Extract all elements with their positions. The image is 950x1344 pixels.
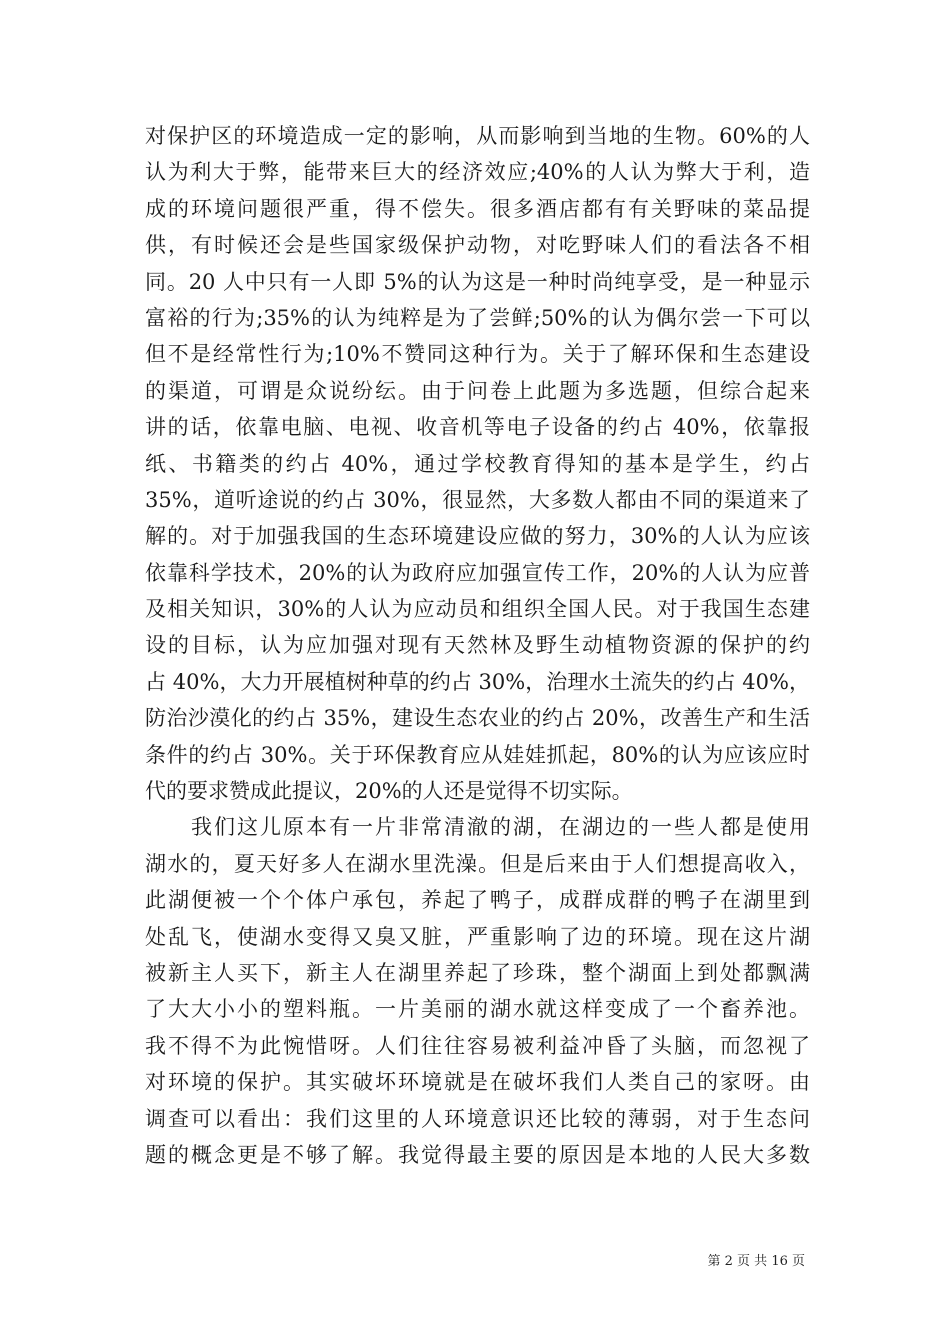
text-line: 35%，道听途说的约占 30%，很显然，大多数人都由不同的渠道来了: [145, 487, 810, 512]
page-number-footer: 第 2 页 共 16 页: [707, 1254, 805, 1269]
text-line: 同。20 人中只有一人即 5%的认为这是一种时尚纯享受，是一种显示: [145, 269, 810, 294]
text-line: 了大大小小的塑料瓶。一片美丽的湖水就这样变成了一个畜养池。: [145, 997, 810, 1022]
text-line: 成的环境问题很严重，得不偿失。很多酒店都有有关野味的菜品提: [145, 196, 810, 221]
text-line: 我不得不为此惋惜呀。人们往往容易被利益冲昏了头脑，而忽视了: [145, 1033, 810, 1058]
text-line: 占 40%，大力开展植树种草的约占 30%，治理水土流失的约占 40%，: [145, 669, 810, 694]
text-line: 讲的话，依靠电脑、电视、收音机等电子设备的约占 40%，依靠报: [145, 415, 810, 440]
text-line: 条件的约占 30%。关于环保教育应从娃娃抓起，80%的认为应该应时: [145, 742, 810, 767]
text-line: 供，有时候还会是些国家级保护动物，对吃野味人们的看法各不相: [145, 233, 810, 258]
body-text: [145, 118, 810, 1173]
text-line: 题的概念更是不够了解。我觉得最主要的原因是本地的人民大多数: [145, 1142, 810, 1167]
text-line: 认为利大于弊，能带来巨大的经济效应;40%的人认为弊大于利，造: [145, 160, 810, 185]
text-line: 的渠道，可谓是众说纷纭。由于问卷上此题为多选题，但综合起来: [145, 378, 810, 403]
text-line: 湖水的，夏天好多人在湖水里洗澡。但是后来由于人们想提高收入，: [145, 851, 810, 876]
text-line: 调查可以看出：我们这里的人环境意识还比较的薄弱，对于生态问: [145, 1106, 810, 1131]
text-line: 设的目标，认为应加强对现有天然林及野生动植物资源的保护的约: [145, 633, 810, 658]
text-line: 被新主人买下，新主人在湖里养起了珍珠，整个湖面上到处都飘满: [145, 960, 810, 985]
text-line: 处乱飞，使湖水变得又臭又脏，严重影响了边的环境。现在这片湖: [145, 924, 810, 949]
text-line: 富裕的行为;35%的认为纯粹是为了尝鲜;50%的认为偶尔尝一下可以: [145, 305, 810, 330]
paragraph-start-line: 我们这儿原本有一片非常清澈的湖，在湖边的一些人都是使用: [145, 815, 810, 840]
paragraph-end-line: 代的要求赞成此提议，20%的人还是觉得不切实际。: [145, 779, 633, 804]
text-line: 对保护区的环境造成一定的影响，从而影响到当地的生物。60%的人: [145, 124, 810, 148]
text-line: 依靠科学技术，20%的认为政府应加强宣传工作，20%的人认为应普: [145, 560, 810, 585]
text-line: 但不是经常性行为;10%不赞同这种行为。关于了解环保和生态建设: [145, 342, 810, 367]
text-line: 纸、书籍类的约占 40%，通过学校教育得知的基本是学生，约占: [145, 451, 810, 476]
text-line: 防治沙漠化的约占 35%，建设生态农业的约占 20%，改善生产和生活: [145, 706, 810, 731]
text-line: 对环境的保护。其实破坏环境就是在破坏我们人类自己的家呀。由: [145, 1070, 810, 1095]
text-line: 解的。对于加强我国的生态环境建设应做的努力，30%的人认为应该: [145, 524, 810, 549]
text-line: 此湖便被一个个体户承包，养起了鸭子，成群成群的鸭子在湖里到: [145, 888, 810, 913]
text-line: 及相关知识，30%的人认为应动员和组织全国人民。对于我国生态建: [145, 597, 810, 622]
